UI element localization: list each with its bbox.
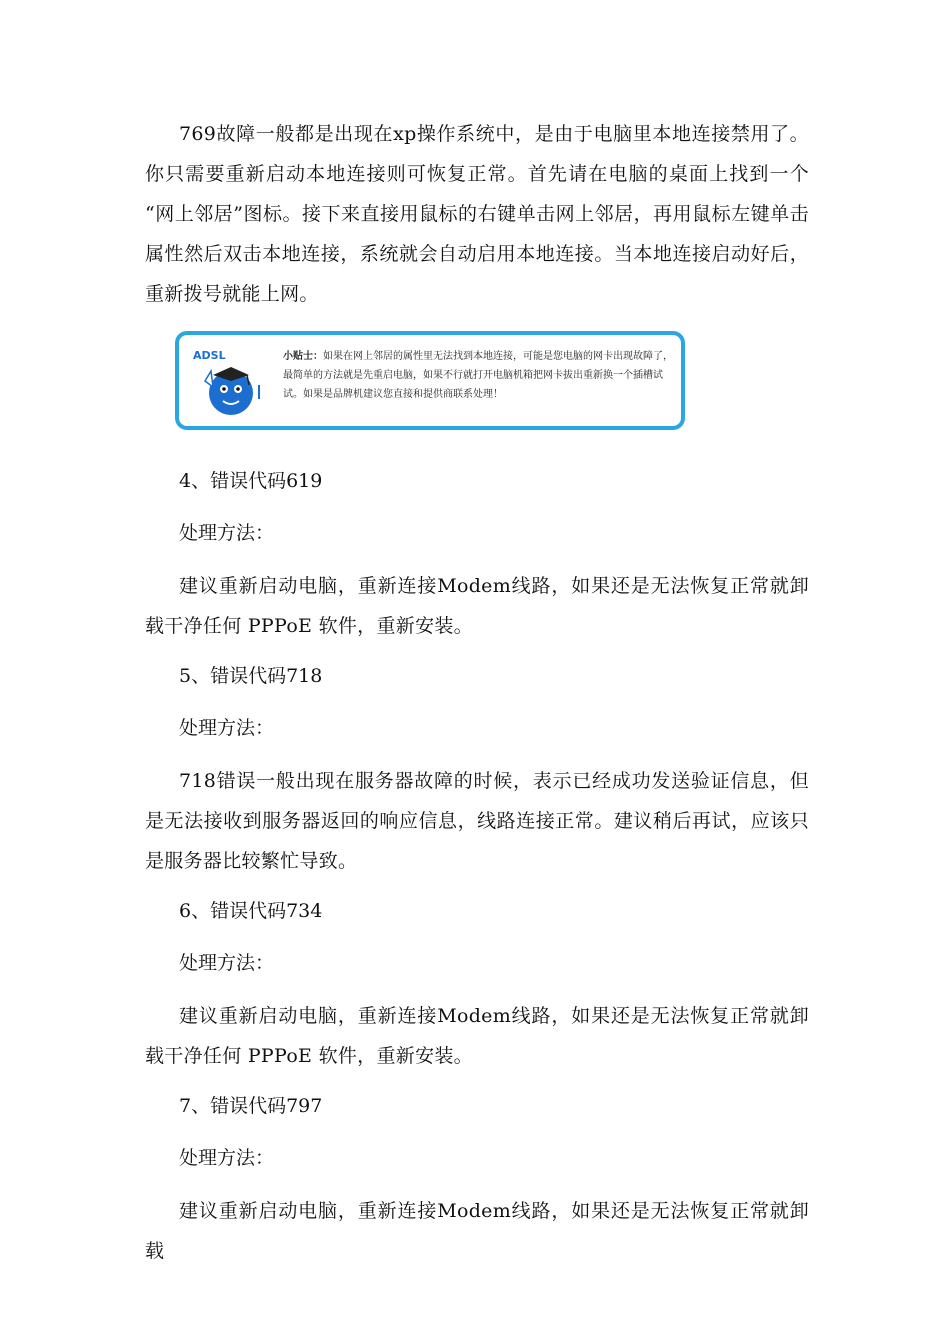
method-label: 处理方法： xyxy=(179,522,275,544)
method-label: 处理方法： xyxy=(179,952,275,974)
section-text: 建议重新启动电脑，重新连接Modem线路，如果还是无法恢复正常就卸载干净任何 PPPoE 软件，重新安装。 xyxy=(145,575,809,637)
section-heading: 7、错误代码797 xyxy=(179,1095,323,1117)
section-text: 建议重新启动电脑，重新连接Modem线路，如果还是无法恢复正常就卸载干净任何 PPPoE 软件，重新安装。 xyxy=(145,1005,809,1067)
tip-text xyxy=(283,347,679,404)
section-heading: 5、错误代码718 xyxy=(179,665,323,687)
method-label: 处理方法： xyxy=(179,1147,275,1169)
tip-label: 小贴士： xyxy=(283,351,323,362)
tip-body: 如果在网上邻居的属性里无法找到本地连接，可能是您电脑的网卡出现故障了，最简单的方法就是先重启电脑，如果不行就打开电脑机箱把网卡拔出重新换一个插槽试试。如果是品牌机建议您直接和提供商联系处理！ xyxy=(283,351,673,400)
adsl-mascot-icon xyxy=(189,341,271,423)
intro-paragraph: 769故障一般都是出现在xp操作系统中，是由于电脑里本地连接禁用了。你只需要重新启动本地连接则可恢复正常。首先请在电脑的桌面上找到一个 “网上邻居”图标。接下来直接用鼠标的右键单击网上邻居，再用鼠标左键单击属性然后双击本地连接，系统就会自动启用本地连接。当本地连接启动好后，重新拨号就能上网。 xyxy=(145,123,809,305)
section-heading: 6、错误代码734 xyxy=(179,900,323,922)
section-text: 建议重新启动电脑，重新连接Modem线路，如果还是无法恢复正常就卸载 xyxy=(145,1200,809,1262)
method-label: 处理方法： xyxy=(179,717,275,739)
section-heading: 4、错误代码619 xyxy=(179,470,323,492)
section-text: 718错误一般出现在服务器故障的时候，表示已经成功发送验证信息，但是无法接收到服务器返回的响应信息，线路连接正常。建议稍后再试，应该只是服务器比较繁忙导致。 xyxy=(145,770,809,872)
tip-badge: ADSL xyxy=(193,349,226,362)
tip-box xyxy=(175,331,685,430)
